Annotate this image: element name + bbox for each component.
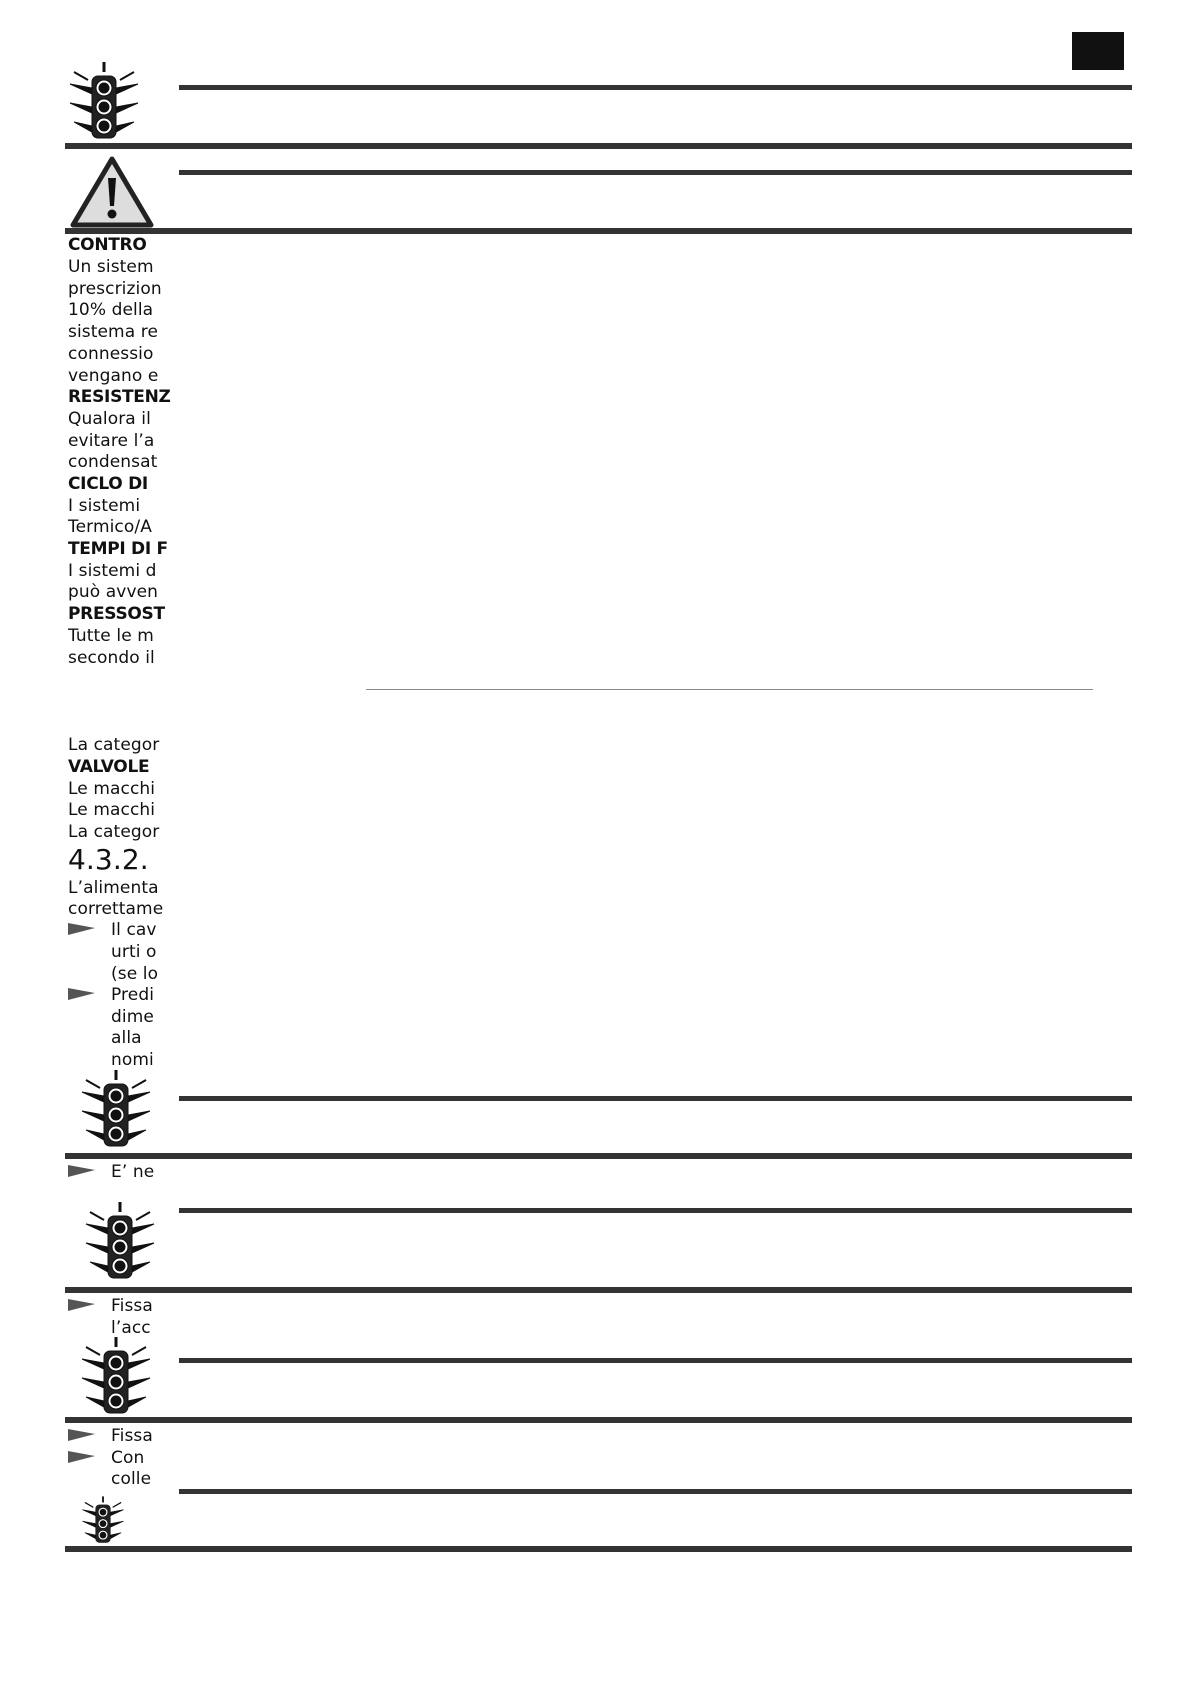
warning-top-rule	[179, 170, 1132, 175]
section-1-line: vengano e	[68, 366, 159, 386]
section-1-line: evitare l’a	[68, 431, 155, 451]
section-1-line: può avven	[68, 582, 159, 602]
section-1-line: CICLO DI	[68, 474, 148, 494]
page-number-box	[1072, 32, 1124, 70]
section-2-line: Le macchi	[68, 779, 156, 799]
note-bottom-rule	[65, 1417, 1132, 1423]
note-top-rule	[179, 1489, 1132, 1494]
section-1-line: 10% della	[68, 300, 154, 320]
section-2-line: La categor	[68, 735, 160, 755]
note-bottom-rule	[65, 1287, 1132, 1293]
section-1-line: TEMPI DI F	[68, 539, 168, 559]
section-1-line: prescrizion	[68, 279, 162, 299]
traffic-light-icon	[66, 60, 142, 142]
section-1-line: Qualora il	[68, 409, 151, 429]
section-2-line: VALVOLE	[68, 757, 150, 777]
traffic-light-icon	[78, 1335, 154, 1417]
section-1-line: Termico/A	[68, 517, 152, 537]
table-separator-line	[366, 689, 1093, 690]
note-top-rule	[179, 1358, 1132, 1363]
bullet-line: colle	[111, 1469, 152, 1489]
bullet-line: alla	[111, 1028, 142, 1048]
section-1-line: CONTRO	[68, 235, 147, 255]
section-1-line: secondo il	[68, 648, 155, 668]
arrow-bullet-icon	[68, 1298, 96, 1312]
section-heading: 4.3.2.	[68, 843, 149, 876]
note-top-rule	[179, 1208, 1132, 1213]
warning-triangle-icon	[70, 156, 154, 228]
traffic-light-icon	[82, 1200, 158, 1282]
section-1-line: I sistemi	[68, 496, 141, 516]
section-2-line: Le macchi	[68, 800, 156, 820]
bullet-line: (se lo	[111, 964, 159, 984]
bullet-line: nomi	[111, 1050, 154, 1070]
bullet-line: Fissa	[111, 1296, 153, 1316]
bullet-line: Fissa	[111, 1426, 153, 1446]
section-1-line: connessio	[68, 344, 154, 364]
arrow-bullet-icon	[68, 987, 96, 1001]
note-bottom-rule	[65, 1546, 1132, 1552]
intro-line: L’alimenta	[68, 878, 159, 898]
bullet-line: Il cav	[111, 920, 157, 940]
arrow-bullet-icon	[68, 1450, 96, 1464]
section-1-line: sistema re	[68, 322, 159, 342]
bullet-line: urti o	[111, 942, 157, 962]
note-top-rule	[179, 85, 1132, 90]
section-1-line: condensat	[68, 452, 158, 472]
traffic-light-icon	[80, 1494, 126, 1546]
bullet-line: E’ ne	[111, 1162, 155, 1182]
bullet-line: Con	[111, 1448, 145, 1468]
intro-line: correttame	[68, 899, 164, 919]
arrow-bullet-icon	[68, 922, 96, 936]
section-1-line: PRESSOST	[68, 604, 165, 624]
section-1-line: I sistemi d	[68, 561, 157, 581]
warning-bottom-rule	[65, 228, 1132, 234]
bullet-line: Predi	[111, 985, 155, 1005]
section-1-line: Tutte le m	[68, 626, 154, 646]
arrow-bullet-icon	[68, 1164, 96, 1178]
note-bottom-rule	[65, 1153, 1132, 1159]
section-1-line: RESISTENZ	[68, 387, 171, 407]
arrow-bullet-icon	[68, 1428, 96, 1442]
note-top-rule	[179, 1096, 1132, 1101]
section-1-line: Un sistem	[68, 257, 154, 277]
section-2-line: La categor	[68, 822, 160, 842]
note-bottom-rule	[65, 143, 1132, 149]
traffic-light-icon	[78, 1068, 154, 1150]
bullet-line: dime	[111, 1007, 154, 1027]
bullet-line: l’acc	[111, 1318, 151, 1338]
